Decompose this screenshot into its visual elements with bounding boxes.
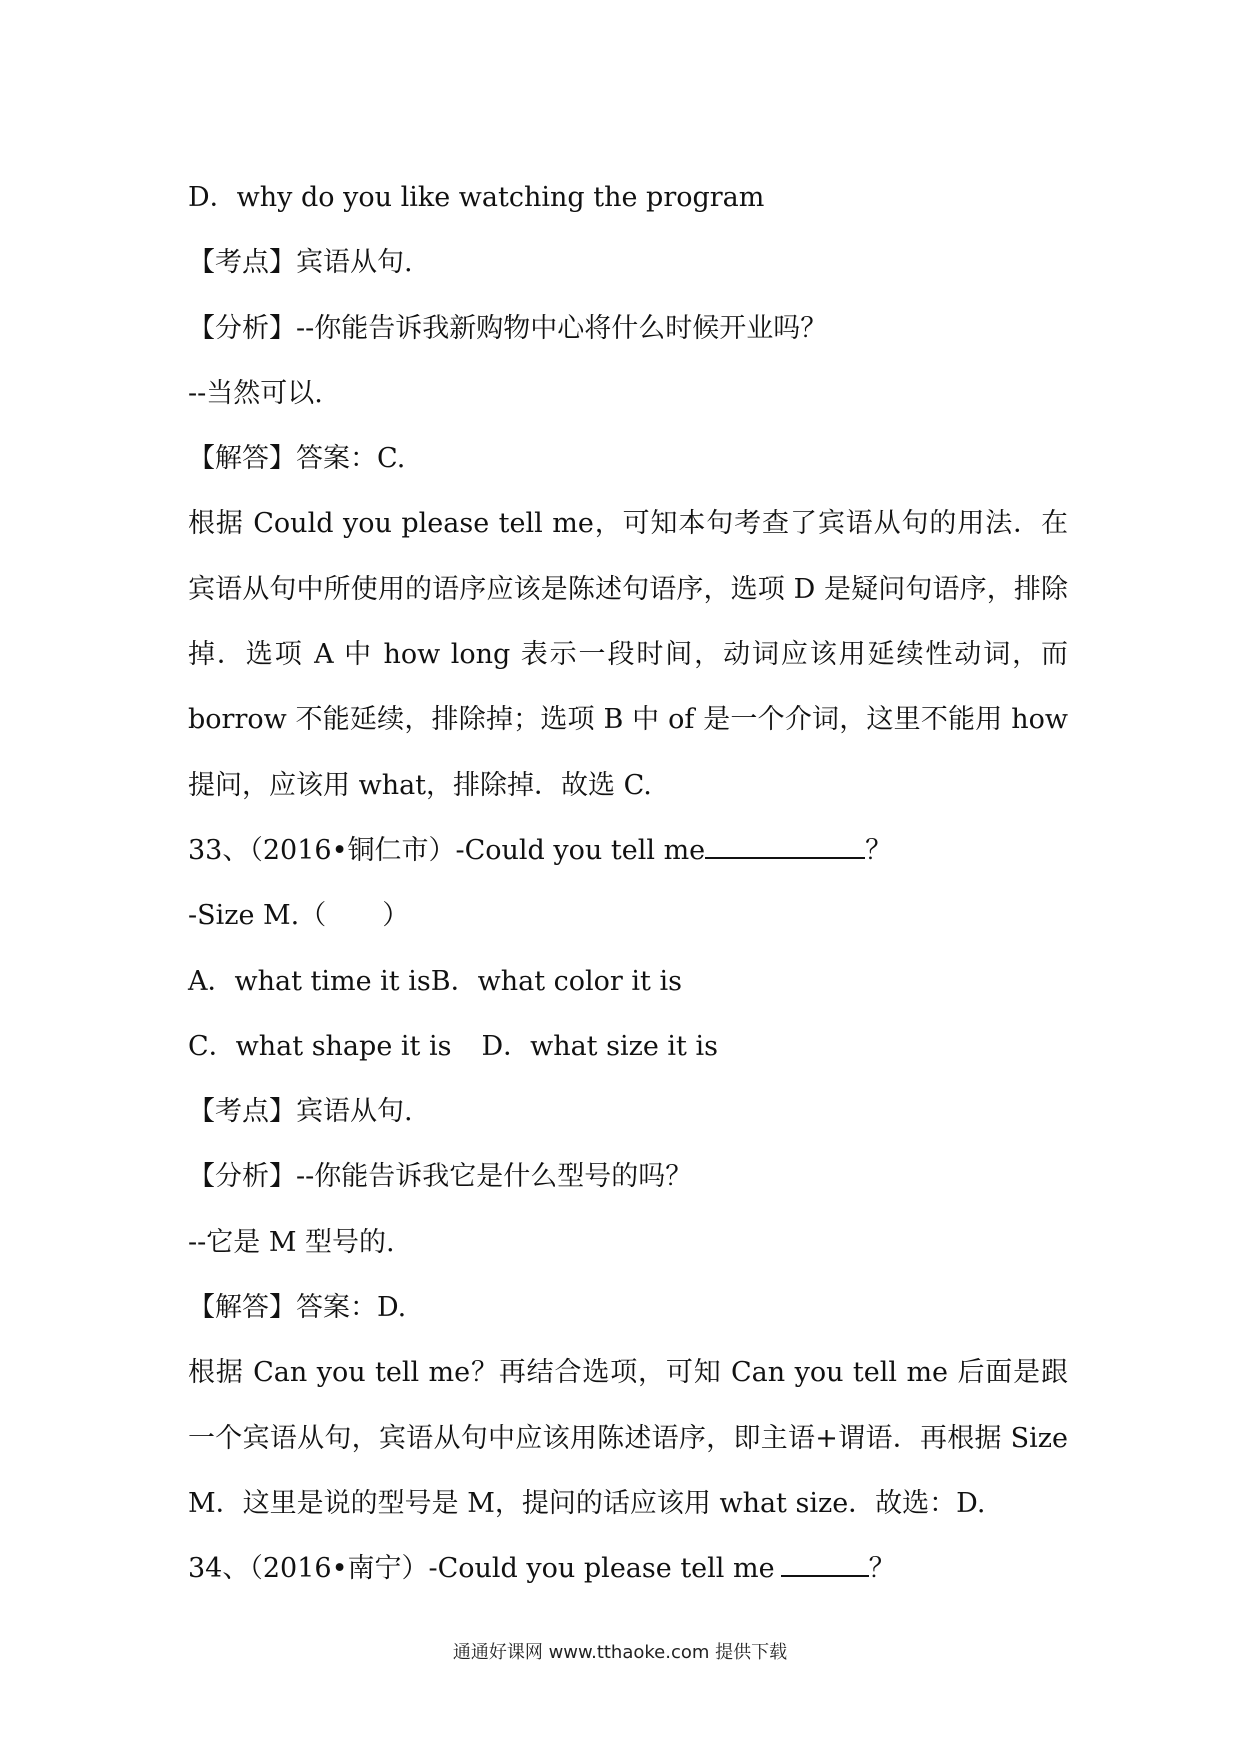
q33-option-b: B．what color it is bbox=[430, 965, 682, 997]
q32-explanation: 根据 Could you please tell me，可知本句考查了宾语从句的用法．在宾语从句中所使用的语序应该是陈述句语序，选项 D 是疑问句语序，排除掉．选项 A 中 how long 表示一段时间，动词应该用延续性动词，而 borrow 不能延续，排除掉；选项 B 中 of 是一个介词，这里不能用 how 提问，应该用 what，排除掉．故选 C. bbox=[188, 508, 1068, 801]
q34-stem-suffix: ？ bbox=[868, 1553, 896, 1585]
q32-kaodian: 【考点】宾语从句. bbox=[188, 247, 413, 279]
document-body bbox=[188, 165, 1068, 1602]
q33-kaodian: 【考点】宾语从句. bbox=[188, 1096, 413, 1128]
page-footer: 通通好课网 www.tthaoke.com 提供下载 bbox=[452, 1642, 788, 1663]
q33-answer-blank bbox=[705, 833, 865, 859]
q33-reply-prefix: -Size M.（ bbox=[188, 900, 327, 932]
q33-options-cd bbox=[188, 1014, 1068, 1079]
q32-fenxi: 【分析】--你能告诉我新购物中心将什么时候开业吗？ bbox=[188, 312, 828, 344]
q32-option-d: D．why do you like watching the program bbox=[188, 182, 765, 213]
q33-option-d: D．what size it is bbox=[481, 1030, 718, 1062]
q34-answer-blank bbox=[781, 1551, 869, 1577]
q33-fenxi-2: --它是 M 型号的. bbox=[188, 1226, 395, 1258]
q33-reply-suffix: ） bbox=[382, 900, 410, 932]
q33-option-c: C．what shape it is bbox=[188, 1030, 452, 1062]
q33-option-a: A．what time it is bbox=[188, 965, 431, 997]
q32-fenxi-2: --当然可以. bbox=[188, 377, 323, 409]
q33-stem-suffix: ？ bbox=[865, 834, 893, 866]
q33-stem bbox=[188, 818, 1068, 883]
q33-jieda: 【解答】答案：D. bbox=[188, 1292, 407, 1324]
q33-stem-prefix: 33、（2016•铜仁市）-Could you tell me bbox=[188, 834, 706, 866]
q32-jieda: 【解答】答案：C. bbox=[188, 443, 406, 475]
q33-reply bbox=[188, 883, 1068, 948]
q34-stem-prefix: 34、（2016•南宁）-Could you please tell me bbox=[188, 1553, 775, 1585]
q33-explanation: 根据 Can you tell me？再结合选项，可知 Can you tell me 后面是跟一个宾语从句，宾语从句中应该用陈述语序，即主语+谓语．再根据 Size M．这里是说的型号是 M，提问的话应该用 what size．故选：D. bbox=[188, 1357, 1068, 1519]
q33-fenxi: 【分析】--你能告诉我它是什么型号的吗？ bbox=[188, 1161, 693, 1193]
q33-options-ab bbox=[188, 949, 1068, 1014]
q34-stem bbox=[188, 1536, 1068, 1601]
